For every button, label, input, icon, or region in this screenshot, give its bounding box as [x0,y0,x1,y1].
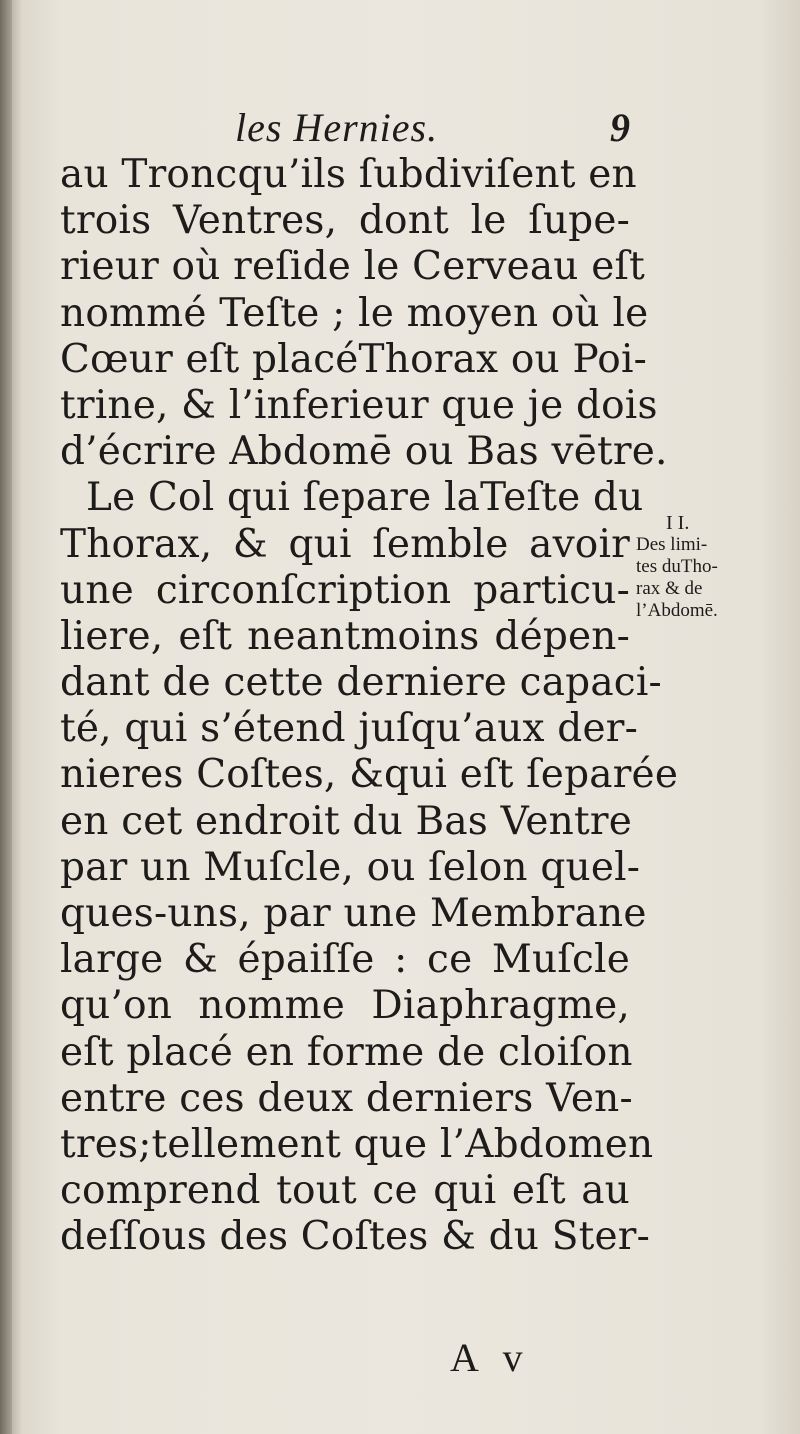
page-number: 9 [610,105,630,150]
text-line: Thorax, & qui ſemble avoir [60,521,630,567]
book-spine-shadow [0,0,12,1434]
text-line: ques-uns, par une Membrane [60,891,647,936]
text-line: trois Ventres, dont le ſupe- [60,198,630,244]
text-line: Cœur eſt placéThorax ou Poi- [60,336,648,382]
text-line: deſſous des Coſtes & du Ster- [60,1214,650,1260]
text-line: comprend tout ce qui eſt au [60,1168,630,1214]
margin-note-number: I I. [666,512,690,534]
text-line: en cet endroit du Bas Ventre [60,798,632,844]
margin-note-line: Des limi- [636,534,708,555]
margin-note-line: l’Abdomē. [636,600,718,621]
text-line: tres;tellement que l’Abdomen [60,1121,654,1167]
text-line: nieres Coſtes, &qui eſt ſeparée [60,752,679,798]
signature-mark: A v [450,1335,531,1380]
text-line: une circonſcription particu- [60,567,630,613]
text-line: par un Muſcle, ou ſelon quel- [60,844,641,890]
text-line: entre ces deux derniers Ven- [60,1075,633,1121]
text-line: nommé Teſte ; le moyen où le [60,290,649,336]
margin-note-line: rax & de [636,578,703,599]
text-line: d’écrire Abdomē ou Bas vētre. [60,429,668,475]
margin-note [636,512,786,622]
text-line: liere, eſt neantmoins dépen- [60,613,630,659]
running-head [60,100,630,156]
text-line: eſt placé en forme de cloiſon [60,1029,633,1075]
text-line: dant de cette derniere capaci- [60,660,662,706]
text-line: au Troncqu’ils ſubdiviſent en [60,152,637,197]
text-line: Le Col qui ſepare laTeſte du [86,475,644,521]
text-line: trine, & l’inferieur que je dois [60,382,658,428]
text-line: té, qui s’étend juſqu’aux der- [60,706,638,752]
text-line: large & épaiſſe : ce Muſcle [60,937,630,983]
text-line: qu’on nomme Diaphragme, [60,983,630,1029]
running-title: les Hernies. [235,105,439,150]
margin-note-line: tes duTho- [636,556,718,577]
text-line: rieur où reſide le Cerveau eſt [60,244,646,290]
